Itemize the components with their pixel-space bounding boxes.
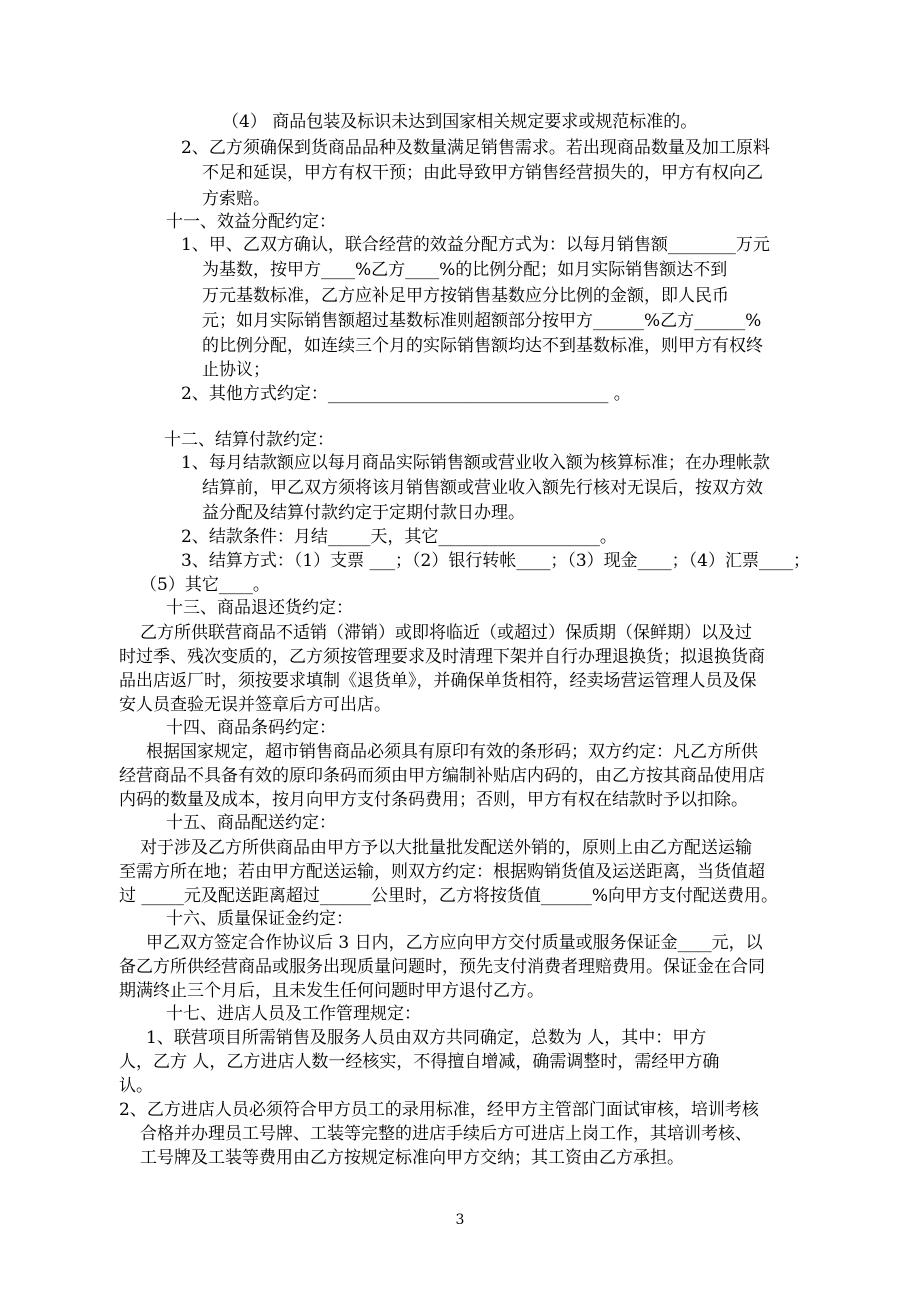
text-line: 品出店返厂时，须按要求填制《退货单》，并确保单货相符，经卖场营运管理人员及保 — [119, 671, 757, 691]
text-line: 根据国家规定，超市销售商品必须具有原印有效的条形码；双方约定：凡乙方所供 — [146, 742, 758, 762]
page-number: 3 — [455, 1212, 465, 1228]
section-heading: 十三、商品退还货约定： — [166, 598, 353, 618]
section-heading: 十六、质量保证金约定： — [166, 909, 353, 929]
text-line: 2、其他方式约定：_________________________________ 。 — [181, 384, 631, 404]
text-line: 期满终止三个月后，且未发生任何问题时甲方退付乙方。 — [119, 981, 544, 1001]
text-line: 元；如月实际销售额超过基数标准则超额部分按甲方______%乙方______% — [202, 311, 762, 331]
text-line: 甲乙双方签定合作协议后 3 日内，乙方应向甲方交付质量或服务保证金____元，以 — [146, 933, 763, 953]
text-line: （5）其它____。 — [140, 575, 270, 595]
text-line: 为基数，按甲方____%乙方____%的比例分配；如月实际销售额达不到 — [202, 260, 728, 280]
text-line: 2、结款条件：月结_____天，其它___________________。 — [181, 527, 617, 547]
text-line: 过 _____元及配送距离超过______公里时，乙方将按货值______%向甲方支付配送费用。 — [119, 886, 779, 906]
text-line: 2、乙方须确保到货商品品种及数量满足销售需求。若出现商品数量及加工原料 — [181, 138, 770, 158]
section-heading: 十一、效益分配约定： — [166, 212, 336, 232]
text-line: 备乙方所供经营商品或服务出现质量问题时，预先支付消费者理赔费用。保证金在合同 — [119, 957, 765, 977]
text-line: 安人员查验无误并签章后方可出店。 — [119, 695, 391, 715]
text-line: 2、乙方进店人员必须符合甲方员工的录用标准，经甲方主管部门面试审核，培训考核 — [119, 1100, 759, 1120]
section-heading: 十五、商品配送约定： — [166, 813, 336, 833]
text-line: 人，乙方 人，乙方进店人数一经核实，不得擅自增减，确需调整时，需经甲方确 — [119, 1052, 720, 1072]
section-heading: 十七、进店人员及工作管理规定： — [166, 1004, 421, 1024]
text-line: 1、甲、乙双方确认，联合经营的效益分配方式为：以每月销售额________万元 — [181, 235, 770, 255]
text-line: 合格并办理员工号牌、工装等完整的进店手续后方可进店上岗工作，其培训考核、 — [140, 1124, 752, 1144]
text-line: 1、联营项目所需销售及服务人员由双方共同确定，总数为 人，其中：甲方 — [146, 1028, 707, 1048]
text-line: 内码的数量及成本，按月向甲方支付条码费用；否则，甲方有权在结款时予以扣除。 — [119, 790, 748, 810]
text-line: 的比例分配，如连续三个月的实际销售额均达不到基数标准，则甲方有权终 — [202, 336, 763, 356]
text-line: 益分配及结算付款约定于定期付款日办理。 — [202, 503, 525, 523]
section-heading: 十四、商品条码约定： — [166, 718, 336, 738]
section-heading: 十二、结算付款约定： — [164, 430, 334, 450]
text-line: 1、每月结款额应以每月商品实际销售额或营业收入额为核算标准；在办理帐款 — [181, 453, 770, 473]
text-line: 工号牌及工装等费用由乙方按规定标准向甲方交纳；其工资由乙方承担。 — [140, 1148, 684, 1168]
text-line: 万元基数标准，乙方应补足甲方按销售基数应分比例的金额，即人民币 — [202, 286, 729, 306]
text-line: 3、结算方式：（1）支票 ___；（2）银行转帐____；（3）现金____；（4）汇票____； — [181, 551, 810, 571]
text-line: （4） 商品包装及标识未达到国家相关规定要求或规范标准的。 — [222, 112, 698, 132]
text-line: 不足和延误，甲方有权干预；由此导致甲方销售经营损失的，甲方有权向乙 — [202, 163, 763, 183]
text-line: 至需方所在地；若由甲方配送运输，则双方约定：根据购销货值及运送距离，当货值超 — [119, 862, 765, 882]
text-line: 方索赔。 — [202, 189, 270, 209]
text-line: 乙方所供联营商品不适销（滞销）或即将临近（或超过）保质期（保鲜期）以及过 — [140, 623, 752, 643]
text-line: 认。 — [119, 1076, 153, 1096]
text-line: 结算前，甲乙双方须将该月销售额或营业收入额先行核对无误后，按双方效 — [202, 478, 763, 498]
text-line: 止协议； — [202, 360, 270, 380]
text-line: 时过季、残次变质的，乙方须按管理要求及时清理下架并自行办理退换货；拟退换货商 — [119, 647, 765, 667]
text-line: 经营商品不具备有效的原印条码而须由甲方编制补贴店内码的，由乙方按其商品使用店 — [119, 766, 765, 786]
text-line: 对于涉及乙方所供商品由甲方予以大批量批发配送外销的，原则上由乙方配送运输 — [140, 838, 752, 858]
